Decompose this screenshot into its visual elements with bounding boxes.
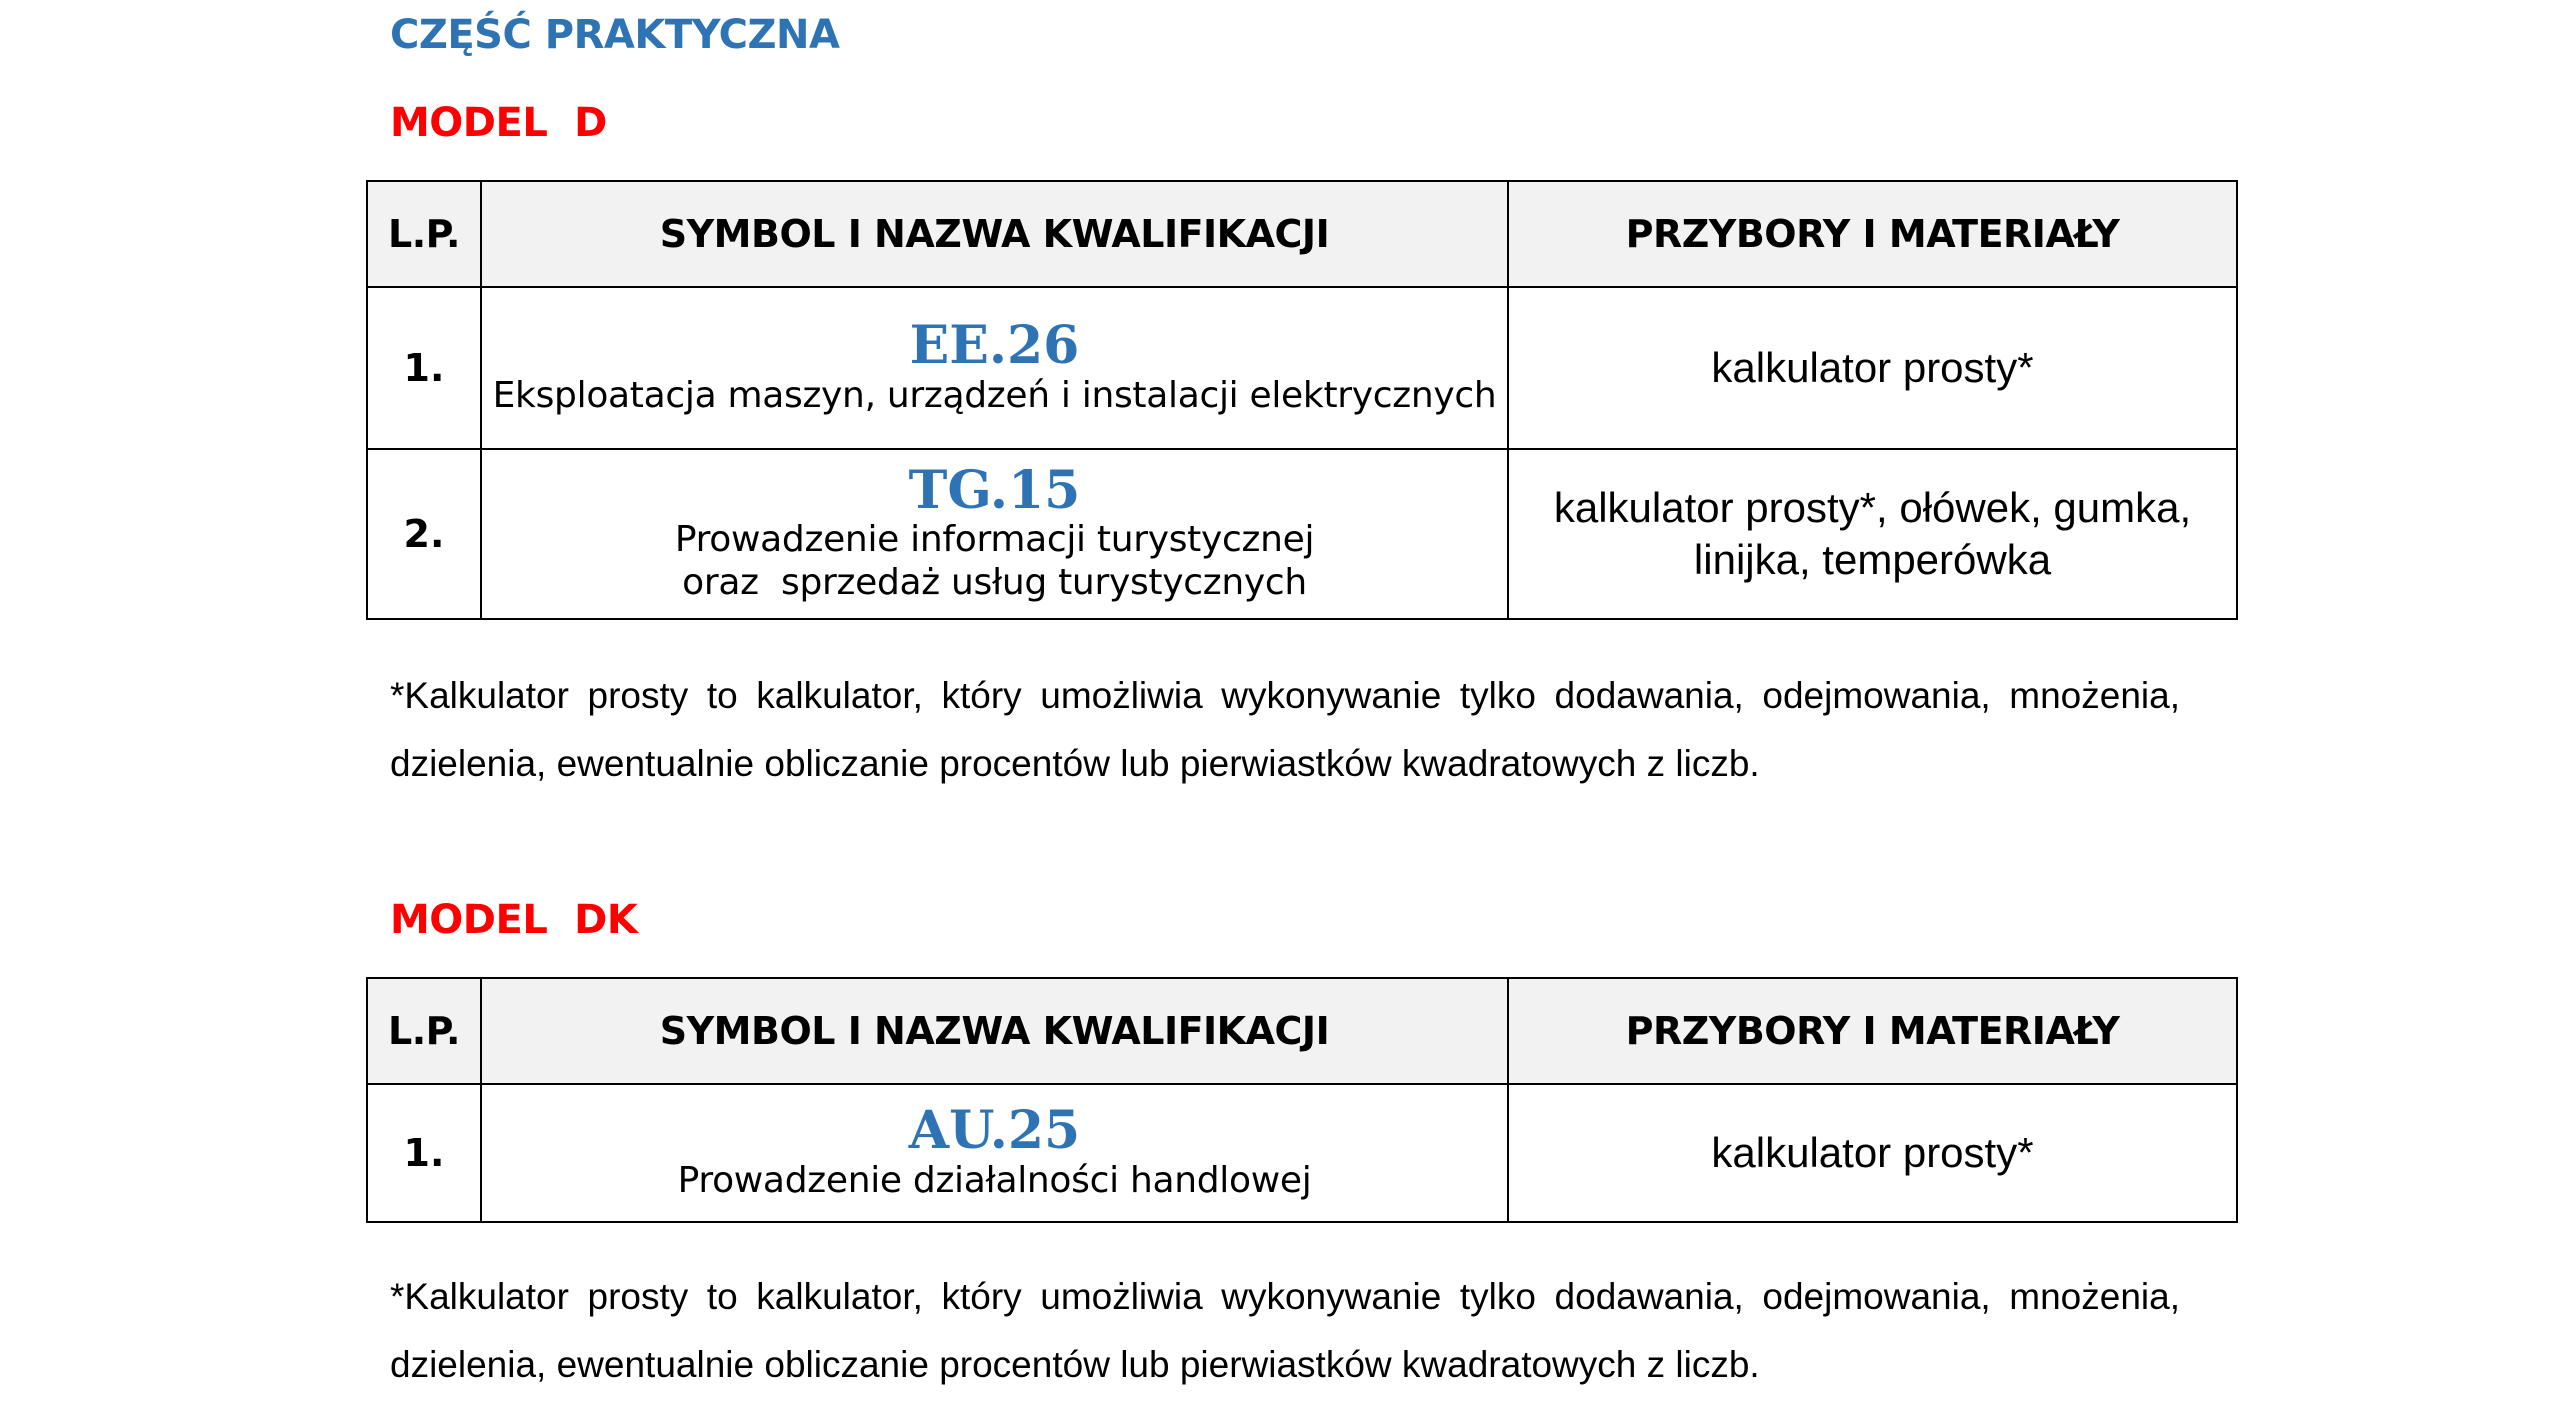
qualification-cell [481,287,1508,449]
qualification-code: TG.15 [908,459,1081,521]
materials-cell [1508,1084,2237,1222]
qualification-cell [481,449,1508,619]
qualification-cell [481,1084,1508,1222]
materials-text: kalkulator prosty*, ołówek, gumka, [1553,483,2192,531]
model-dk-title: MODEL DK [390,897,638,943]
qualification-name: Prowadzenie informacji turystycznej [674,519,1315,561]
header-lp: L.P. [367,181,481,287]
materials-text-line-2: linijka, temperówka [1693,536,2052,583]
table-row [367,449,2237,619]
header-symbol: SYMBOL I NAZWA KWALIFIKACJI [481,181,1508,287]
model-dk-table [366,977,2238,1223]
qualification-name: Prowadzenie działalności handlowej [677,1159,1312,1201]
table-header-row [367,978,2237,1084]
header-materials: PRZYBORY I MATERIAŁY [1508,978,2237,1084]
header-lp: L.P. [367,978,481,1084]
header-materials: PRZYBORY I MATERIAŁY [1508,181,2237,287]
model-d-footnote: *Kalkulator prosty to kalkulator, który umożliwia wykonywanie tylko dodawania, odejmowania, mnożenia, dzielenia, ewentualnie obliczanie procentów lub pierwiastków kwadratowych z liczb. [390,675,2180,784]
model-d-table [366,180,2238,620]
materials-cell [1508,287,2237,449]
model-d-title: MODEL D [390,100,607,146]
row-number: 1. [367,287,481,449]
materials-text: kalkulator prosty* [1711,1128,2034,1176]
qualification-code: AU.25 [908,1100,1081,1162]
qualification-name-line-2: oraz sprzedaż usług turystycznych [682,562,1307,604]
materials-cell [1508,449,2237,619]
table-row [367,287,2237,449]
qualification-name: Eksploatacja maszyn, urządzeń i instalacji elektrycznych [492,374,1497,416]
table-row [367,1084,2237,1222]
section-title: CZĘŚĆ PRAKTYCZNA [390,12,840,58]
row-number: 1. [367,1084,481,1222]
row-number: 2. [367,449,481,619]
qualification-code: EE.26 [909,315,1080,377]
materials-text: kalkulator prosty* [1711,343,2034,391]
model-dk-footnote: *Kalkulator prosty to kalkulator, który umożliwia wykonywanie tylko dodawania, odejmowania, mnożenia, dzielenia, ewentualnie obliczanie procentów lub pierwiastków kwadratowych z liczb. [390,1276,2180,1385]
header-symbol: SYMBOL I NAZWA KWALIFIKACJI [481,978,1508,1084]
table-header-row [367,181,2237,287]
